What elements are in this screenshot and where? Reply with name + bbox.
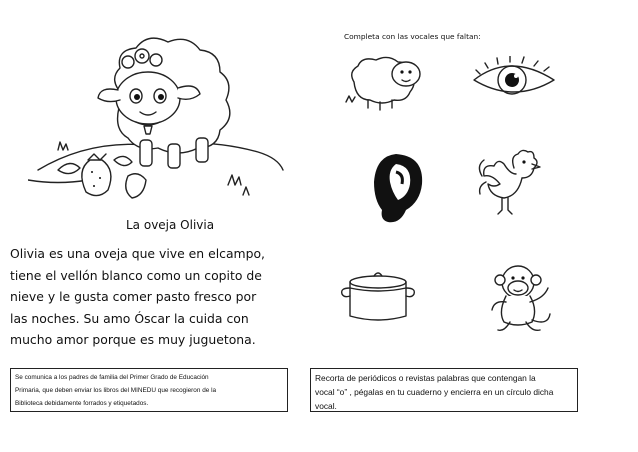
story-line: las noches. Su amo Óscar la cuida con xyxy=(10,310,249,326)
notice-line: Se comunica a los padres de familia del Primer Grado de Educación xyxy=(15,374,209,381)
parent-notice-box xyxy=(10,368,288,412)
task-line: vocal. xyxy=(315,401,337,412)
sheep-icon xyxy=(340,52,435,114)
story-line: Olivia es una oveja que vive en elcampo, xyxy=(10,246,266,261)
story-line: nieve y le gusta comer pasto fresco por xyxy=(10,289,257,305)
story-line: mucho amor porque es muy juguetona. xyxy=(10,332,256,348)
task-line: Recorta de periódicos o revistas palabras que contengan la xyxy=(315,373,536,383)
story-line: tiene el vellón blanco como un copito de xyxy=(10,267,262,283)
story-title: La oveja Olivia xyxy=(126,218,215,232)
notice-line: Biblioteca debidamente forrados y etiquetados. xyxy=(15,400,149,407)
story-text xyxy=(10,243,272,351)
pot-icon xyxy=(338,268,418,326)
ear-icon xyxy=(366,150,428,230)
task-box xyxy=(310,368,578,412)
notice-line: Primaria, que deben enviar los libros del MINEDU que recogieron de la xyxy=(15,387,217,394)
sheep-illustration xyxy=(28,20,298,205)
rooster-icon xyxy=(474,146,556,220)
eye-icon xyxy=(470,56,560,108)
exercise-instruction: Completa con las vocales que faltan: xyxy=(344,32,481,41)
task-line: vocal “o” , pégalas en tu cuaderno y encierra en un círculo dicha xyxy=(315,387,554,398)
monkey-icon xyxy=(488,260,558,340)
